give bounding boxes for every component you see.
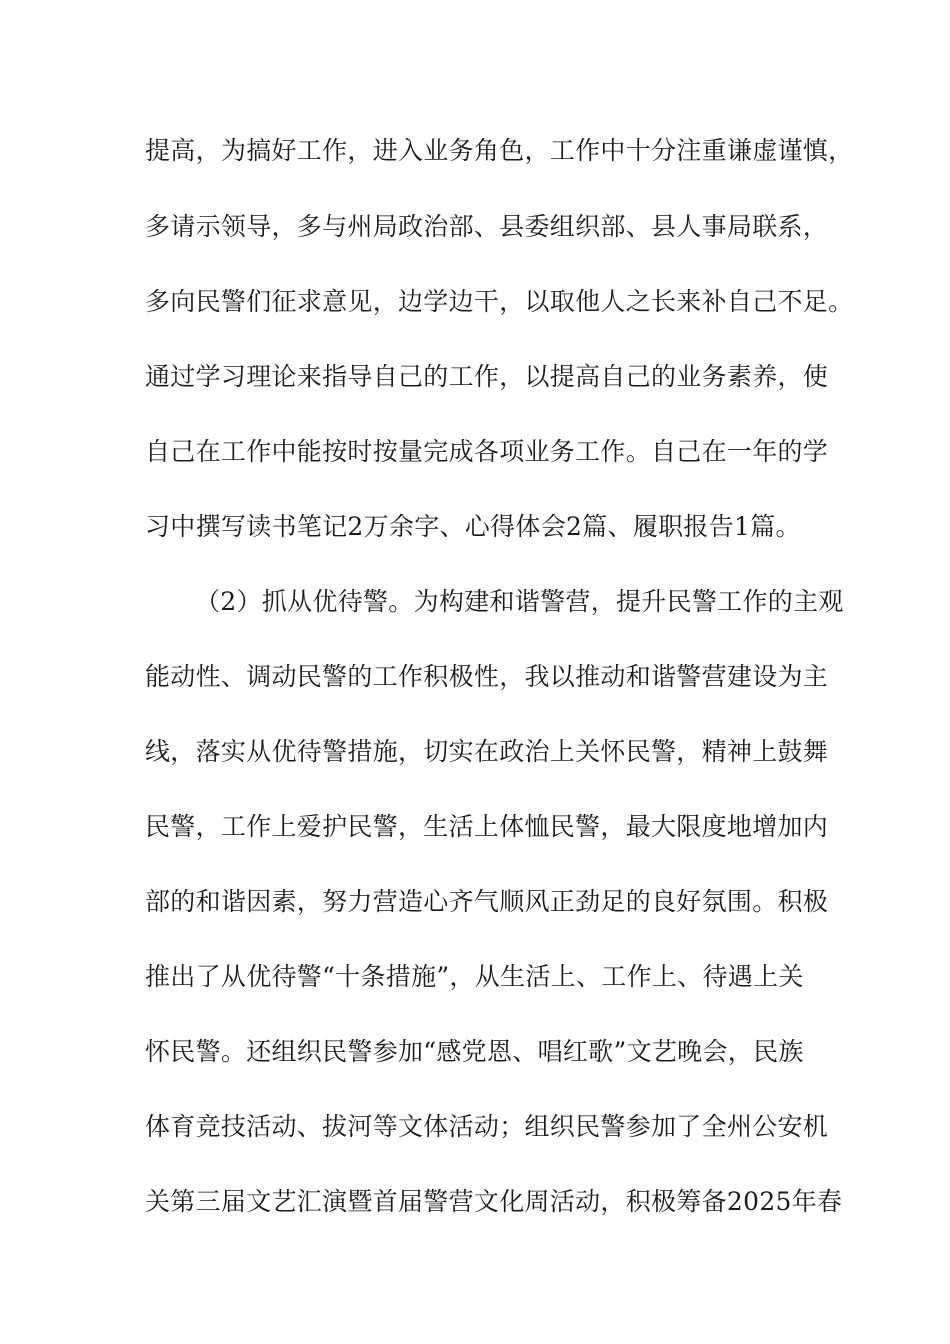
paragraph-line-6: 习中撰写读书笔记2万余字、心得体会2篇、履职报告1篇。 (145, 512, 801, 541)
paragraph-line-2: 多请示领导，多与州局政治部、县委组织部、县人事局联系， (145, 212, 829, 241)
paragraph-line-8: 能动性、调动民警的工作积极性，我以推动和谐警营建设为主 (145, 662, 829, 691)
paragraph-line-12: 推出了从优待警“十条措施”，从生活上、工作上、待遇上关 (145, 962, 804, 991)
paragraph-line-13: 怀民警。还组织民警参加“感党恩、唱红歌”文艺晚会，民族 (145, 1037, 804, 1066)
paragraph-line-11: 部的和谐因素，努力营造心齐气顺风正劲足的良好氛围。积极 (145, 887, 829, 916)
paragraph-line-9: 线，落实从优待警措施，切实在政治上关怀民警，精神上鼓舞 (145, 737, 829, 766)
paragraph-line-1: 提高，为搞好工作，进入业务角色，工作中十分注重谦虚谨慎， (145, 136, 854, 165)
paragraph-line-5: 自己在工作中能按时按量完成各项业务工作。自己在一年的学 (145, 437, 829, 466)
paragraph-line-15: 关第三届文艺汇演暨首届警营文化周活动，积极筹备2025年春 (145, 1187, 843, 1216)
paragraph-line-3: 多向民警们征求意见，边学边干，以取他人之长来补自己不足。 (145, 287, 854, 316)
paragraph-line-4: 通过学习理论来指导自己的工作，以提高自己的业务素养，使 (145, 362, 829, 391)
paragraph-line-14: 体育竞技活动、拔河等文体活动；组织民警参加了全州公安机 (145, 1112, 829, 1141)
paragraph-line-10: 民警，工作上爱护民警，生活上体恤民警，最大限度地增加内 (145, 812, 829, 841)
section-heading-line: （2）抓从优待警。为构建和谐警营，提升民警工作的主观 (195, 587, 844, 616)
